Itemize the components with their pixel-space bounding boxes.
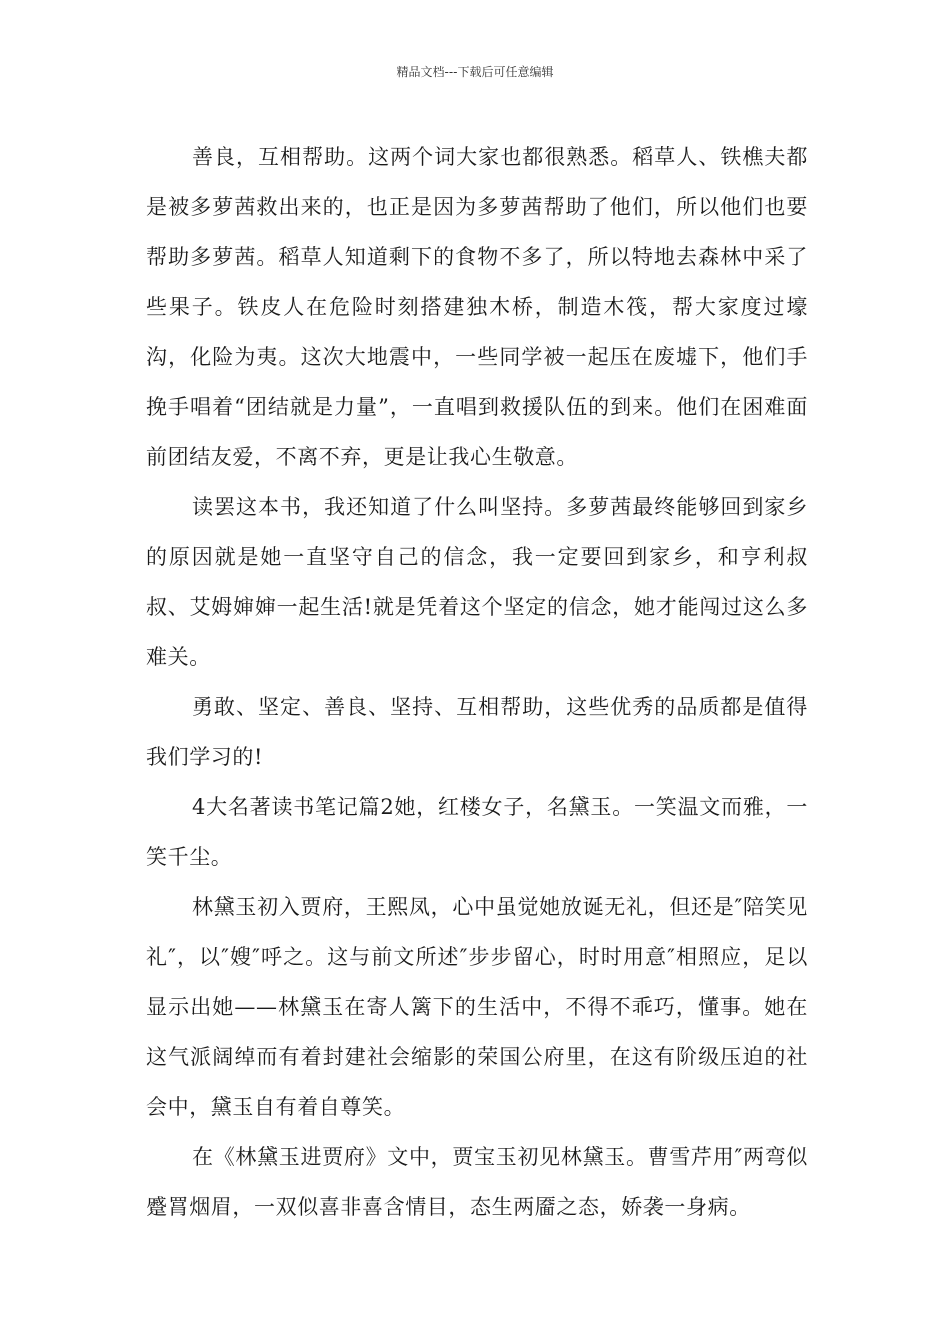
paragraph-5: 林黛玉初入贾府，王熙凤，心中虽觉她放诞无礼，但还是″陪笑见礼″，以″嫂″呼之。这与前文所述″步步留心，时时用意″相照应，足以显示出她——林黛玉在寄人篱下的生活中，不得不乖巧，懂事。她在这气派阔绰而有着封建社会缩影的荣国公府里，在这有阶级压迫的社会中，黛玉自有着自尊笑。 <box>146 895 808 1119</box>
paragraph-1: 善良，互相帮助。这两个词大家也都很熟悉。稻草人、铁樵夫都是被多萝茜救出来的，也正是因为多萝茜帮助了他们，所以他们也要帮助多萝茜。稻草人知道剩下的食物不多了，所以特地去森林中采了些果子。铁皮人在危险时刻搭建独木桥，制造木筏，帮大家度过壕沟，化险为夷。这次大地震中，一些同学被一起压在废墟下，他们手挽手唱着“团结就是力量”，一直唱到救援队伍的到来。他们在困难面前团结友爱，不离不弃，更是让我心生敬意。 <box>146 145 808 469</box>
page-header: 精品文档---下载后可任意编辑 <box>396 65 554 79</box>
paragraph-2: 读罢这本书，我还知道了什么叫坚持。多萝茜最终能够回到家乡的原因就是她一直坚守自己的信念，我一定要回到家乡，和亨利叔叔、艾姆婶婶一起生活!就是凭着这个坚定的信念，她才能闯过这么多难关。 <box>146 495 808 669</box>
paragraph-4: 4大名著读书笔记篇2她，红楼女子，名黛玉。一笑温文而雅，一笑千尘。 <box>146 795 808 869</box>
document-body <box>146 132 808 1232</box>
paragraph-3: 勇敢、坚定、善良、坚持、互相帮助，这些优秀的品质都是值得我们学习的! <box>146 695 808 769</box>
paragraph-6: 在《林黛玉进贾府》文中，贾宝玉初见林黛玉。曹雪芹用″两弯似蹙罥烟眉，一双似喜非喜含情目，态生两靥之态，娇袭一身病。 <box>146 1145 808 1219</box>
